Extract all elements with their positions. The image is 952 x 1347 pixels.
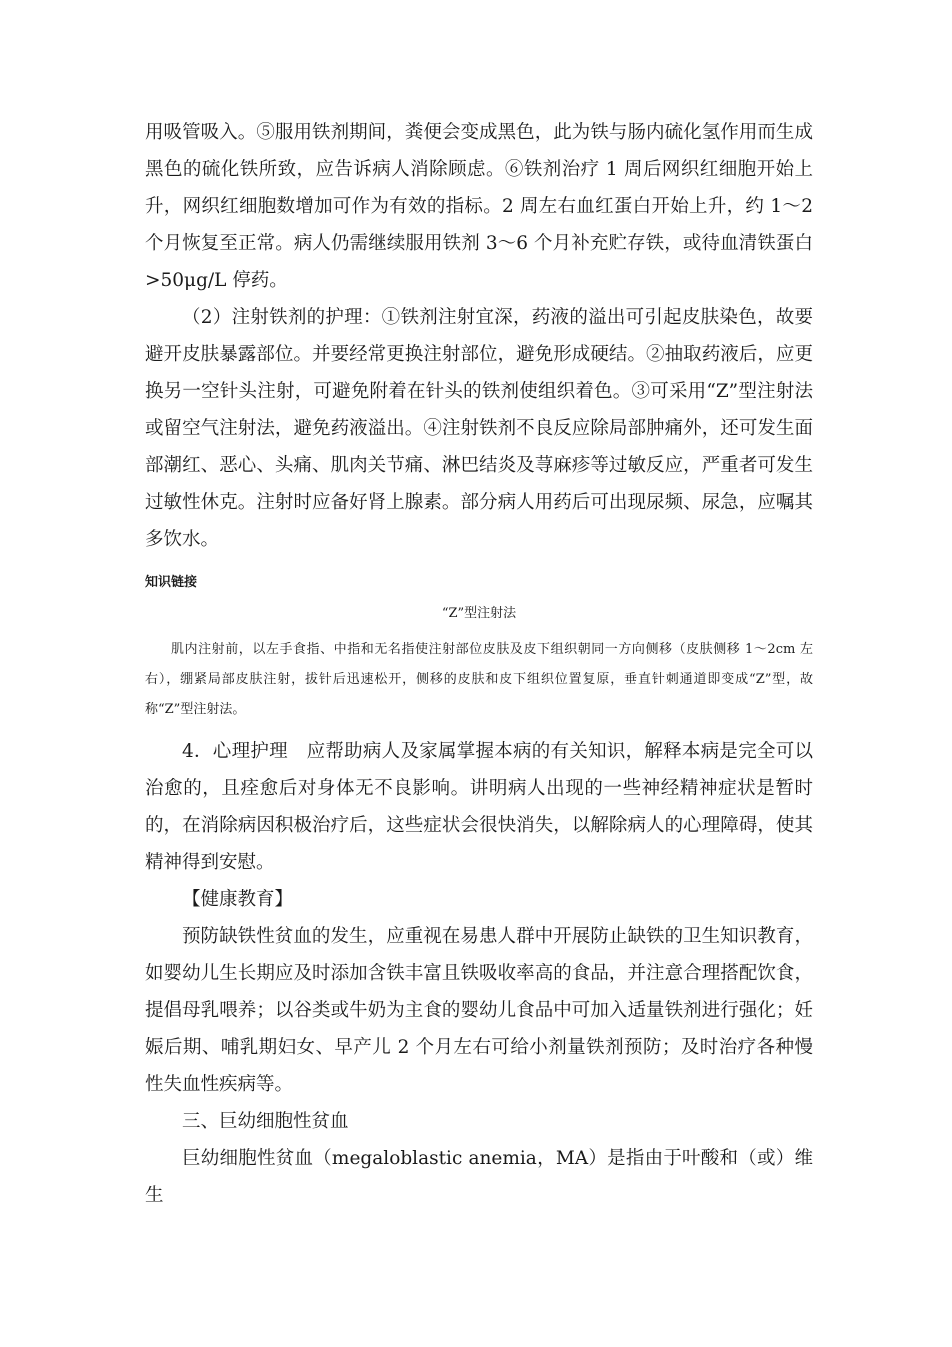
heading-megaloblastic-anemia: 三、巨幼细胞性贫血 bbox=[182, 1111, 349, 1132]
knowledge-link-box bbox=[145, 573, 813, 725]
paragraph-oral-iron-continued: 用吸管吸入。⑤服用铁剂期间，粪便会变成黑色，此为铁与肠内硫化氢作用而生成黑色的硫化铁所致，应告诉病人消除顾虑。⑥铁剂治疗 1 周后网织红细胞开始上升，网织红细胞数增加可作为有效的指标。2 周左右血红蛋白开始上升，约 1～2 个月恢复至正常。病人仍需继续服用铁剂 3～6 个月补充贮存铁，或待血清铁蛋白>50μg/L 停药。 bbox=[145, 122, 813, 291]
knowledge-link-body: 肌内注射前，以左手食指、中指和无名指使注射部位皮肤及皮下组织朝同一方向侧移（皮肤侧移 1～2cm 左右），绷紧局部皮肤注射，拔针后迅速松开，侧移的皮肤和皮下组织位置复原，垂直针刺通道即变成“Z”型，故称“Z”型注射法。 bbox=[145, 642, 813, 717]
knowledge-link-title: “Z”型注射法 bbox=[441, 606, 517, 621]
knowledge-link-label: 知识链接 bbox=[145, 575, 198, 590]
heading-health-education: 【健康教育】 bbox=[182, 889, 294, 910]
paragraph-megaloblastic-anemia-intro: 巨幼细胞性贫血（megaloblastic anemia，MA）是指由于叶酸和（或）维生 bbox=[145, 1148, 813, 1206]
paragraph-health-education: 预防缺铁性贫血的发生，应重视在易患人群中开展防止缺铁的卫生知识教育，如婴幼儿生长期应及时添加含铁丰富且铁吸收率高的食品，并注意合理搭配饮食，提倡母乳喂养；以谷类或牛奶为主食的婴幼儿食品中可加入适量铁剂进行强化；妊娠后期、哺乳期妇女、早产儿 2 个月左右可给小剂量铁剂预防；及时治疗各种慢性失血性疾病等。 bbox=[145, 926, 813, 1095]
page-content bbox=[145, 114, 813, 1214]
paragraph-injection-iron-care: （2）注射铁剂的护理：①铁剂注射宜深，药液的溢出可引起皮肤染色，故要避开皮肤暴露部位。并要经常更换注射部位，避免形成硬结。②抽取药液后，应更换另一空针头注射，可避免附着在针头的铁剂使组织着色。③可采用“Z”型注射法或留空气注射法，避免药液溢出。④注射铁剂不良反应除局部肿痛外，还可发生面部潮红、恶心、头痛、肌肉关节痛、淋巴结炎及荨麻疹等过敏反应，严重者可发生过敏性休克。注射时应备好肾上腺素。部分病人用药后可出现尿频、尿急，应嘱其多饮水。 bbox=[145, 307, 813, 550]
paragraph-psychological-care: 4．心理护理 应帮助病人及家属掌握本病的有关知识，解释本病是完全可以治愈的，且痊愈后对身体无不良影响。讲明病人出现的一些神经精神症状是暂时的，在消除病因积极治疗后，这些症状会很快消失，以解除病人的心理障碍，使其精神得到安慰。 bbox=[145, 741, 813, 873]
